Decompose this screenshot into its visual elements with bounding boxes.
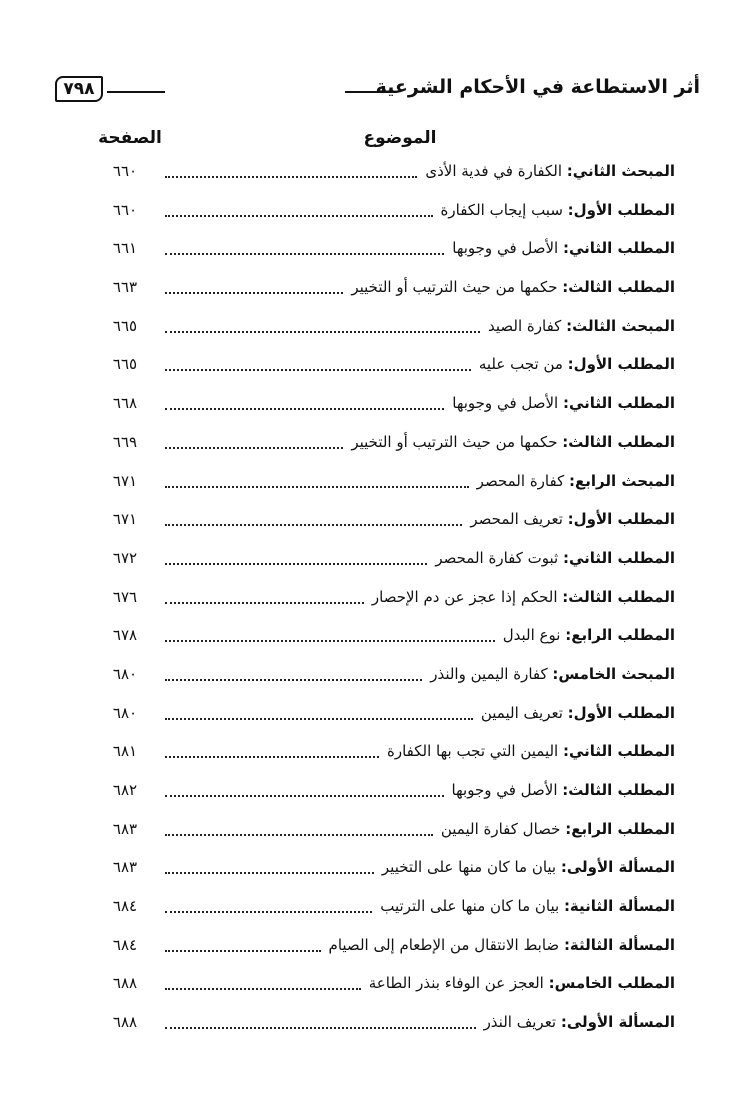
toc-entry-text (365, 974, 675, 992)
toc-entry-label: المطلب الثاني: (562, 548, 675, 567)
toc-page-number: ٦٨٠ (112, 703, 138, 722)
toc-page-number: ٦٦٣ (112, 278, 138, 297)
toc-entry-text (383, 742, 675, 760)
toc-entry-title: الكفارة في فدية الأذى (425, 162, 567, 180)
toc-entry-text (378, 858, 675, 876)
toc-leader-dots (165, 671, 422, 681)
toc-entry-title: تعريف اليمين (480, 703, 568, 722)
toc-page-number: ٦٨٨ (112, 1013, 138, 1032)
toc-entry-text (437, 201, 675, 219)
toc-leader-dots (165, 1019, 476, 1029)
toc-leader-dots (165, 245, 444, 255)
toc-leader-dots (165, 207, 433, 217)
toc-leader-dots (165, 323, 480, 333)
toc-page-number: ٦٦١ (112, 239, 138, 258)
toc-entry-label: المسألة الثانية: (563, 897, 675, 916)
toc-page-number: ٦٨٤ (112, 935, 138, 954)
toc-entry-text (484, 317, 675, 335)
toc-entry-title: الأصل في وجوبها (452, 239, 563, 258)
toc-page-number: ٦٧١ (112, 510, 138, 529)
toc-entry-label: المسألة الأولى: (560, 1013, 675, 1032)
toc-entry-label: المطلب الأول: (567, 200, 675, 219)
toc-entry-text (466, 510, 675, 528)
toc-leader-dots (165, 284, 343, 294)
toc-page-number: ٦٧٦ (112, 587, 138, 606)
book-title: أثر الاستطاعة في الأحكام الشرعية (375, 76, 700, 98)
toc-entry-text (426, 665, 675, 683)
toc-row (95, 235, 675, 274)
column-headers (90, 128, 670, 154)
toc-page-number: ٦٦٠ (112, 200, 138, 219)
toc-entry-label: المطلب الثاني: (562, 394, 675, 413)
toc-entry-text (325, 936, 675, 954)
toc-entry-text (347, 433, 675, 451)
toc-entry-label: المبحث الثاني: (566, 162, 675, 180)
toc-entry-title: الحكم إذا عجز عن دم الإحصار (371, 587, 563, 606)
toc-entry-title: بيان ما كان منها على الترتيب (380, 897, 564, 916)
toc-leader-dots (165, 478, 469, 488)
toc-entry-label: المطلب الأول: (567, 703, 675, 722)
toc-entry-label: المطلب الرابع: (565, 626, 675, 645)
toc-leader-dots (165, 516, 462, 526)
toc-entry-title: بيان ما كان منها على التخيير (381, 858, 561, 877)
toc-page-number: ٦٨٢ (112, 781, 138, 799)
toc-leader-dots (165, 903, 372, 913)
toc-leader-dots (165, 400, 444, 410)
toc-entry-text (448, 781, 675, 799)
toc-entry-text (499, 626, 675, 644)
toc-page-number: ٦٦٠ (112, 162, 138, 180)
toc-entry-label: المطلب الأول: (567, 510, 675, 529)
toc-leader-dots (165, 168, 417, 178)
toc-page-number: ٦٨٣ (112, 858, 138, 877)
toc-entry-label: المطلب الثاني: (562, 742, 675, 761)
toc-entry-label: المطلب الثالث: (562, 781, 675, 799)
column-header-topic: الموضوع (363, 128, 437, 148)
table-of-contents (95, 158, 675, 1048)
toc-entry-label: المسألة الأولى: (560, 858, 675, 877)
toc-entry-title: كفارة الصيد (488, 316, 567, 335)
toc-entry-text (376, 897, 675, 915)
toc-row (95, 622, 675, 661)
toc-page-number: ٦٦٨ (112, 394, 138, 413)
toc-entry-title: العجز عن الوفاء بنذر الطاعة (368, 974, 549, 993)
toc-page-number: ٦٦٩ (112, 432, 138, 451)
toc-row (95, 351, 675, 390)
toc-entry-text (473, 472, 675, 490)
toc-leader-dots (165, 748, 379, 758)
toc-row (95, 274, 675, 313)
toc-page-number: ٦٧٢ (112, 548, 138, 567)
toc-row (95, 506, 675, 545)
toc-entry-title: حكمها من حيث الترتيب أو التخيير (351, 432, 563, 451)
toc-entry-text (437, 820, 675, 838)
toc-row (95, 970, 675, 1009)
toc-row (95, 777, 675, 816)
toc-page-number: ٦٨٣ (112, 819, 138, 838)
toc-entry-title: تعريف النذر (483, 1013, 561, 1032)
toc-row (95, 313, 675, 352)
toc-entry-title: سبب إيجاب الكفارة (440, 200, 568, 219)
toc-entry-label: المطلب الثالث: (562, 432, 675, 451)
toc-leader-dots (165, 594, 364, 604)
toc-leader-dots (165, 710, 473, 720)
toc-row (95, 390, 675, 429)
toc-entry-label: المبحث الرابع: (569, 471, 675, 490)
toc-entry-title: كفارة المحصر (476, 471, 569, 490)
toc-entry-label: المطلب الخامس: (548, 974, 675, 993)
toc-entry-title: تعريف المحصر (470, 510, 568, 529)
toc-row (95, 158, 675, 197)
toc-entry-title: من تجب عليه (478, 355, 568, 374)
toc-page-number: ٦٨١ (112, 742, 138, 761)
toc-row (95, 738, 675, 777)
toc-entry-title: اليمين التي تجب بها الكفارة (386, 742, 563, 761)
toc-row (95, 854, 675, 893)
toc-entry-text (448, 394, 675, 412)
header-rule-left (107, 91, 165, 93)
toc-leader-dots (165, 555, 427, 565)
toc-page-number: ٦٦٥ (112, 355, 138, 374)
toc-entry-label: المسألة الثالثة: (563, 935, 675, 954)
toc-leader-dots (165, 632, 495, 642)
toc-row (95, 468, 675, 507)
toc-row (95, 197, 675, 236)
toc-entry-label: المبحث الخامس: (552, 664, 675, 683)
toc-entry-text (475, 355, 675, 373)
toc-leader-dots (165, 361, 471, 371)
toc-entry-title: كفارة اليمين والنذر (430, 664, 553, 683)
toc-leader-dots (165, 980, 361, 990)
toc-entry-text (421, 162, 675, 180)
toc-row (95, 661, 675, 700)
toc-entry-text (431, 549, 675, 567)
toc-entry-title: الأصل في وجوبها (451, 781, 563, 799)
toc-leader-dots (165, 439, 343, 449)
toc-entry-title: نوع البدل (502, 626, 566, 645)
toc-entry-title: خصال كفارة اليمين (440, 819, 566, 838)
toc-entry-title: حكمها من حيث الترتيب أو التخيير (351, 278, 563, 297)
toc-entry-title: ضابط الانتقال من الإطعام إلى الصيام (328, 935, 564, 954)
toc-entry-label: المطلب الثاني: (562, 239, 675, 258)
toc-entry-text (477, 704, 675, 722)
toc-entry-text (480, 1013, 675, 1031)
toc-entry-label: المطلب الثالث: (562, 278, 675, 297)
toc-leader-dots (165, 942, 321, 952)
toc-row (95, 700, 675, 739)
toc-entry-text (448, 239, 675, 257)
toc-leader-dots (165, 787, 444, 797)
toc-entry-title: الأصل في وجوبها (452, 394, 563, 413)
toc-leader-dots (165, 826, 433, 836)
toc-page-number: ٦٧٨ (112, 626, 138, 645)
toc-page-number: ٦٨٠ (112, 664, 138, 683)
toc-entry-label: المطلب الرابع: (565, 819, 675, 838)
toc-row (95, 816, 675, 855)
toc-page-number: ٦٨٨ (112, 974, 138, 993)
toc-entry-label: المطلب الأول: (567, 355, 675, 374)
toc-row (95, 584, 675, 623)
toc-row (95, 429, 675, 468)
toc-row (95, 545, 675, 584)
page-number: ٧٩٨ (55, 76, 103, 102)
toc-entry-label: المطلب الثالث: (562, 587, 675, 606)
toc-leader-dots (165, 864, 374, 874)
toc-entry-title: ثبوت كفارة المحصر (435, 548, 563, 567)
toc-entry-text (347, 278, 675, 296)
toc-entry-label: المبحث الثالث: (566, 316, 675, 335)
column-header-page: الصفحة (98, 128, 162, 148)
toc-row (95, 932, 675, 971)
running-header (55, 72, 700, 112)
toc-page-number: ٦٧١ (112, 471, 138, 490)
toc-entry-text (368, 588, 675, 606)
toc-page-number: ٦٦٥ (112, 316, 138, 335)
toc-page-number: ٦٨٤ (112, 897, 138, 916)
toc-row (95, 893, 675, 932)
toc-row (95, 1009, 675, 1048)
